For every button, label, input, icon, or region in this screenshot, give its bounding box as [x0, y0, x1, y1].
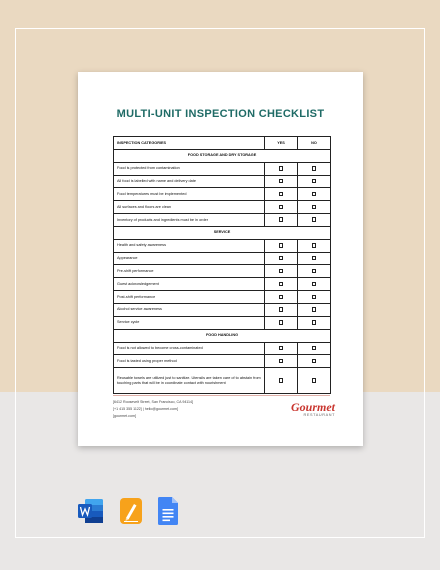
item-label: Post-shift performance: [114, 291, 265, 304]
no-cell: [298, 162, 331, 175]
item-label: Food is protected from contamination: [114, 162, 265, 175]
no-checkbox[interactable]: [312, 295, 317, 300]
no-cell: [298, 188, 331, 201]
yes-cell: [265, 188, 298, 201]
website-text: [gourmet.com]: [113, 414, 136, 418]
pages-icon[interactable]: [120, 497, 142, 525]
yes-checkbox[interactable]: [279, 346, 284, 351]
yes-cell: [265, 214, 298, 227]
no-checkbox[interactable]: [312, 166, 317, 171]
address-text: [6412 Roosevelt Street, San Francisco, CA 94114]: [113, 400, 194, 404]
item-label: Food is not allowed to become cross-contaminated: [114, 342, 265, 355]
no-checkbox[interactable]: [312, 269, 317, 274]
yes-cell: [265, 162, 298, 175]
yes-cell: [265, 291, 298, 304]
footer-divider: [113, 395, 330, 396]
yes-cell: [265, 201, 298, 214]
item-label: Food is tasted using proper method: [114, 355, 265, 368]
no-checkbox[interactable]: [312, 359, 317, 364]
no-cell: [298, 175, 331, 188]
google-docs-icon[interactable]: [158, 497, 178, 525]
header-no: NO: [298, 137, 331, 150]
no-cell: [298, 214, 331, 227]
header-yes: YES: [265, 137, 298, 150]
yes-checkbox[interactable]: [279, 359, 284, 364]
item-label: Reusable towels are utilized just to sanitize. Utensils are taken care of to abstain from touching parts that will be in coordinate contact with nourishment: [114, 368, 265, 394]
no-checkbox[interactable]: [312, 243, 317, 248]
yes-checkbox[interactable]: [279, 307, 284, 312]
contact-text: [+1 415 355 1122] | hello@gourmet.com]: [113, 407, 178, 411]
no-cell: [298, 252, 331, 265]
no-checkbox[interactable]: [312, 320, 317, 325]
item-label: Food temperatures must be implemented: [114, 188, 265, 201]
section-heading: FOOD HANDLING: [114, 329, 331, 342]
yes-cell: [265, 316, 298, 329]
no-cell: [298, 291, 331, 304]
table-row: [114, 188, 331, 201]
no-cell: [298, 201, 331, 214]
table-row: [114, 201, 331, 214]
brand-name: Gourmet: [290, 400, 335, 414]
yes-cell: [265, 368, 298, 394]
section-row: [114, 329, 331, 342]
yes-cell: [265, 278, 298, 291]
item-label: Service cycle: [114, 316, 265, 329]
section-row: [114, 226, 331, 239]
yes-cell: [265, 252, 298, 265]
document-page: [78, 72, 363, 446]
yes-checkbox[interactable]: [279, 295, 284, 300]
table-row: [114, 252, 331, 265]
item-label: Pre-shift performance: [114, 265, 265, 278]
item-label: Health and safety awareness: [114, 239, 265, 252]
document-title: MULTI-UNIT INSPECTION CHECKLIST: [116, 108, 325, 120]
table-row: [114, 175, 331, 188]
no-cell: [298, 265, 331, 278]
table-row: [114, 342, 331, 355]
yes-checkbox[interactable]: [279, 269, 284, 274]
section-row: [114, 149, 331, 162]
yes-checkbox[interactable]: [279, 256, 284, 261]
section-heading: SERVICE: [114, 226, 331, 239]
yes-checkbox[interactable]: [279, 320, 284, 325]
no-checkbox[interactable]: [312, 217, 317, 222]
item-label: Inventory of products and ingredients must be in order: [114, 214, 265, 227]
yes-checkbox[interactable]: [279, 192, 284, 197]
yes-cell: [265, 239, 298, 252]
yes-checkbox[interactable]: [279, 243, 284, 248]
no-cell: [298, 342, 331, 355]
table-row: [114, 162, 331, 175]
contact-info: [113, 399, 193, 420]
table-row: [114, 278, 331, 291]
table-row: [114, 368, 331, 394]
checklist-table: [113, 136, 331, 394]
no-cell: [298, 316, 331, 329]
table-row: [114, 316, 331, 329]
no-checkbox[interactable]: [312, 282, 317, 287]
yes-checkbox[interactable]: [279, 282, 284, 287]
yes-cell: [265, 175, 298, 188]
word-icon[interactable]: [78, 497, 104, 525]
no-cell: [298, 239, 331, 252]
no-cell: [298, 278, 331, 291]
brand-logo: [291, 401, 335, 418]
item-label: All surfaces and floors are clean: [114, 201, 265, 214]
table-row: [114, 291, 331, 304]
no-checkbox[interactable]: [312, 205, 317, 210]
item-label: Guest acknowledgement: [114, 278, 265, 291]
no-checkbox[interactable]: [312, 346, 317, 351]
item-label: Appearance: [114, 252, 265, 265]
table-row: [114, 239, 331, 252]
no-checkbox[interactable]: [312, 192, 317, 197]
no-checkbox[interactable]: [312, 307, 317, 312]
no-checkbox[interactable]: [312, 256, 317, 261]
yes-cell: [265, 342, 298, 355]
table-row: [114, 265, 331, 278]
no-checkbox[interactable]: [312, 378, 317, 383]
yes-checkbox[interactable]: [279, 166, 284, 171]
table-row: [114, 303, 331, 316]
no-cell: [298, 355, 331, 368]
item-label: All food is labelled with name and delivery date: [114, 175, 265, 188]
yes-checkbox[interactable]: [279, 205, 284, 210]
no-cell: [298, 368, 331, 394]
yes-checkbox[interactable]: [279, 179, 284, 184]
yes-cell: [265, 265, 298, 278]
table-header-row: [114, 137, 331, 150]
yes-checkbox[interactable]: [279, 378, 284, 383]
table-row: [114, 355, 331, 368]
brand-subtitle: RESTAURANT: [303, 413, 335, 417]
section-heading: FOOD STORAGE AND DRY STORAGE: [114, 149, 331, 162]
yes-cell: [265, 303, 298, 316]
item-label: Alcohol service awareness: [114, 303, 265, 316]
table-row: [114, 214, 331, 227]
yes-checkbox[interactable]: [279, 217, 284, 222]
yes-cell: [265, 355, 298, 368]
no-checkbox[interactable]: [312, 179, 317, 184]
header-categories: INSPECTION CATEGORIES: [114, 137, 265, 150]
no-cell: [298, 303, 331, 316]
